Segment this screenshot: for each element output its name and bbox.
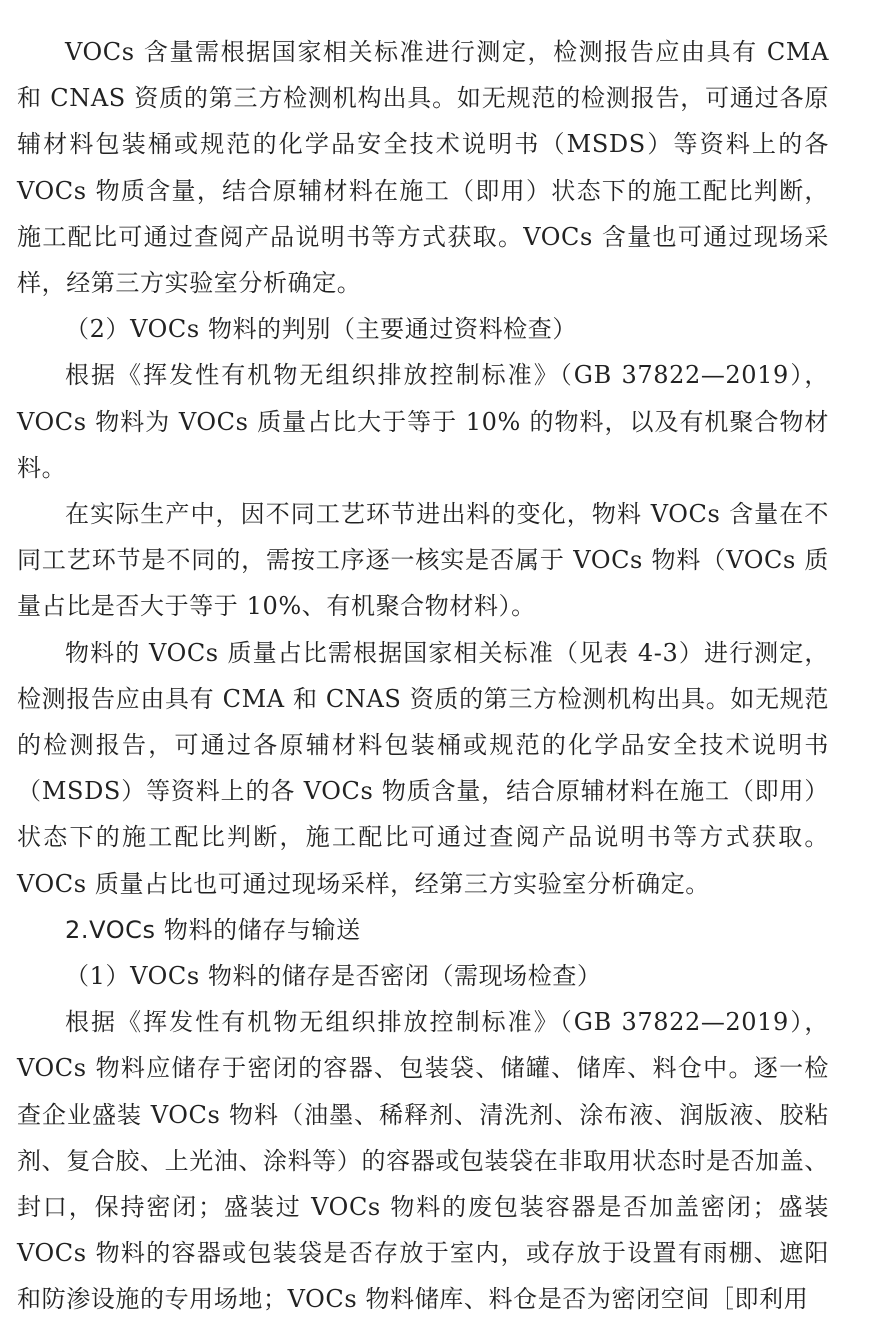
subheading-vocs-material-identification: （2）VOCs 物料的判别（主要通过资料检查） <box>65 315 577 344</box>
paragraph-vocs-content-testing: VOCs 含量需根据国家相关标准进行测定，检测报告应由具有 CMA 和 CNAS 资质的第三方检测机构出具。如无规范的检测报告，可通过各原辅材料包装桶或规范的化学品安全技术说明书（MSDS）等资料上的各 VOCs 物质含量，结合原辅材料在施工（即用）状态下的施工配比判断，施工配比可通过查阅产品说明书等方式获取。VOCs 含量也可通过现场采样，经第三方实验室分析确定。 <box>17 38 829 298</box>
paragraph-storage-requirements: 根据《挥发性有机物无组织排放控制标准》（GB 37822—2019），VOCs 物料应储存于密闭的容器、包装袋、储罐、储库、料仓中。逐一检查企业盛装 VOCs 物料（油墨、稀释剂、清洗剂、涂布液、润版液、胶粘剂、复合胶、上光油、涂料等）的容器或包装袋在非取用状态时是否加盖、封口，保持密闭；盛装过 VOCs 物料的废包装容器是否加盖密闭；盛装 VOCs 物料的容器或包装袋是否存放于室内，或存放于设置有雨棚、遮阳和防渗设施的专用场地；VOCs 物料储库、料仓是否为密闭空间［即利用 <box>17 1008 829 1314</box>
paragraph-process-variation: 在实际生产中，因不同工艺环节进出料的变化，物料 VOCs 含量在不同工艺环节是不同的，需按工序逐一核实是否属于 VOCs 物料（VOCs 质量占比是否大于等于 10%、有机聚合物材料）。 <box>17 500 829 621</box>
paragraph-mass-fraction-testing: 物料的 VOCs 质量占比需根据国家相关标准（见表 4-3）进行测定，检测报告应由具有 CMA 和 CNAS 资质的第三方检测机构出具。如无规范的检测报告，可通过各原辅材料包装桶或规范的化学品安全技术说明书（MSDS）等资料上的各 VOCs 物质含量，结合原辅材料在施工（即用）状态下的施工配比判断，施工配比可通过查阅产品说明书等方式获取。VOCs 质量占比也可通过现场采样，经第三方实验室分析确定。 <box>17 638 829 898</box>
section-heading-storage-transport: 2.VOCs 物料的储存与输送 <box>65 915 361 944</box>
subheading-storage-sealed: （1）VOCs 物料的储存是否密闭（需现场检查） <box>65 962 602 991</box>
paragraph-standard-definition: 根据《挥发性有机物无组织排放控制标准》（GB 37822—2019），VOCs 物料为 VOCs 质量占比大于等于 10% 的物料，以及有机聚合物材料。 <box>17 361 829 482</box>
